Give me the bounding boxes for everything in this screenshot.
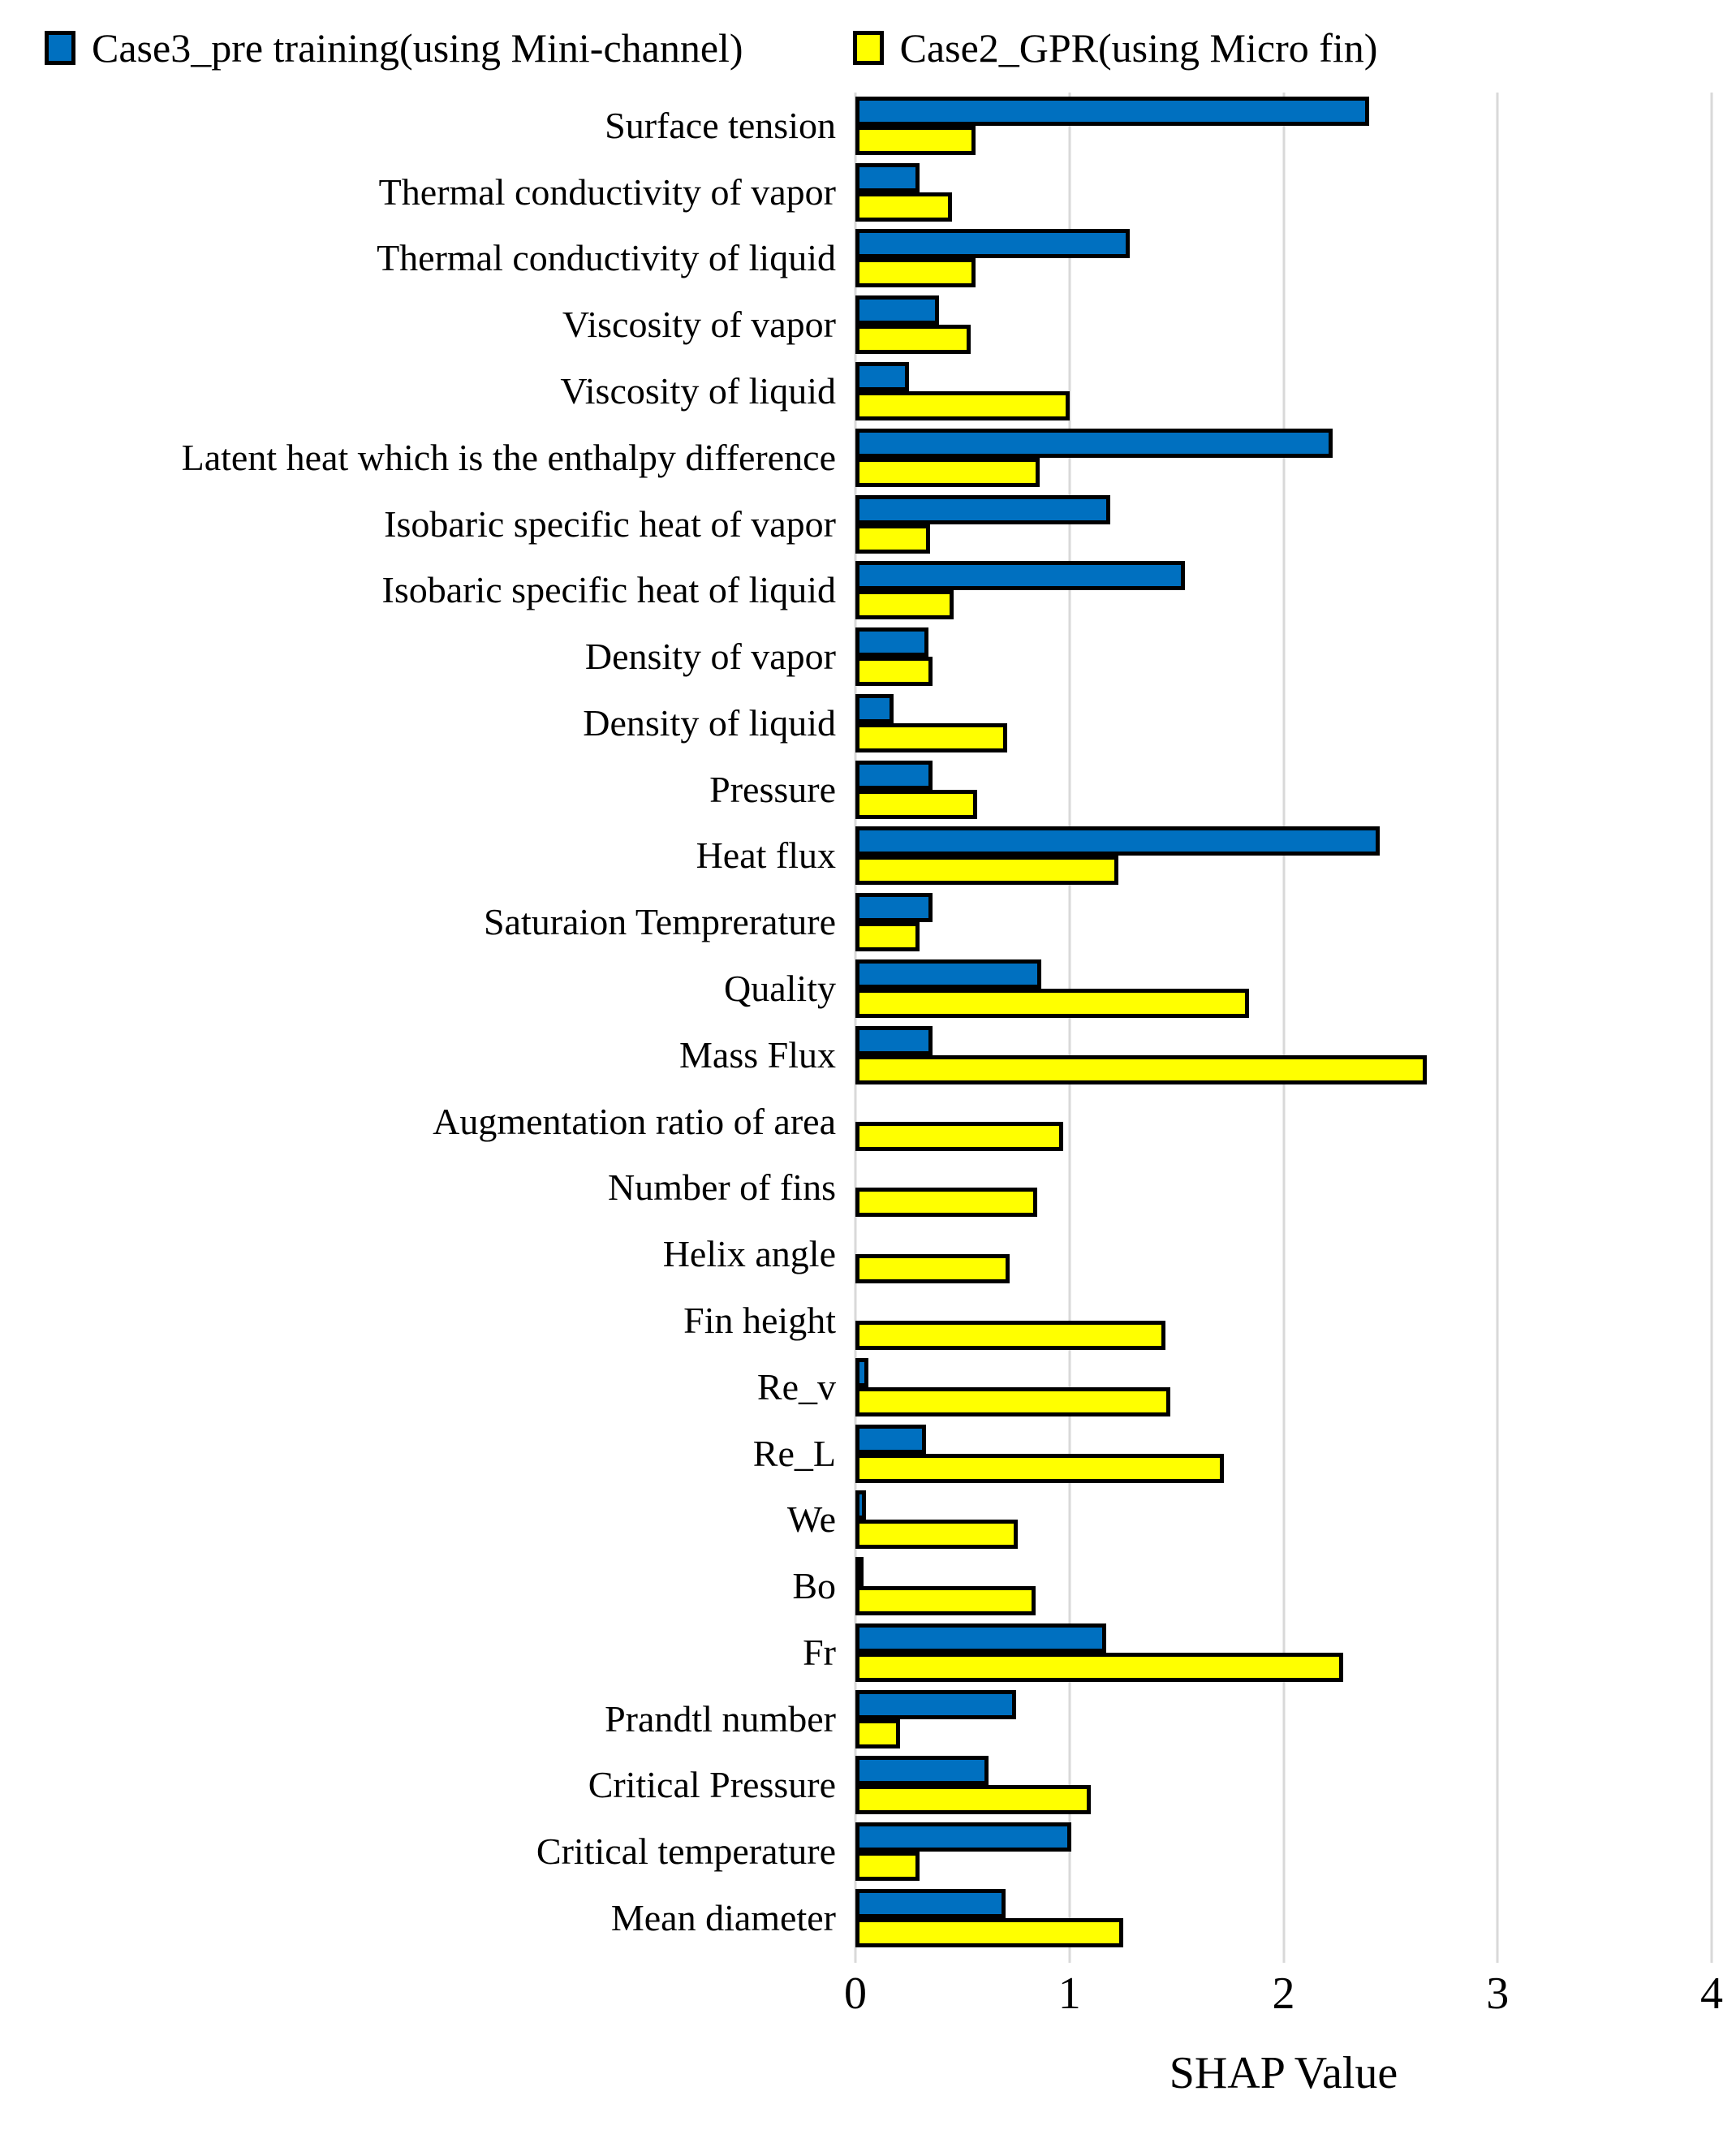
- chart-row: [0, 1553, 1736, 1619]
- bar-case2: [855, 325, 971, 354]
- legend-item-case3: [45, 24, 743, 71]
- bar-case3: [855, 163, 920, 192]
- bar-case2: [855, 1055, 1427, 1084]
- chart-row: [0, 226, 1736, 292]
- bar-empty: [855, 1158, 1712, 1188]
- bar-group: [855, 1686, 1712, 1753]
- bar-group: [855, 1354, 1712, 1421]
- bar-case2: [855, 1520, 1018, 1549]
- bar-case3: [855, 97, 1369, 126]
- legend-item-case2: [853, 24, 1378, 71]
- bar-group: [855, 1885, 1712, 1951]
- bar-group: [855, 1753, 1712, 1819]
- category-label: Density of vapor: [584, 636, 836, 678]
- category-label: Helix angle: [662, 1233, 836, 1275]
- bar-group: [855, 1089, 1712, 1155]
- x-tick-label: 0: [844, 1968, 867, 2019]
- bar-group: [855, 1818, 1712, 1885]
- bar-case3: [855, 1557, 864, 1586]
- bar-case2: [855, 1122, 1063, 1151]
- category-label: Re_v: [756, 1365, 836, 1408]
- bar-group: [855, 226, 1712, 292]
- category-label: Surface tension: [605, 104, 836, 146]
- bar-case2: [855, 126, 976, 155]
- bar-group: [855, 1022, 1712, 1089]
- bar-group: [855, 1155, 1712, 1222]
- bar-group: [855, 1486, 1712, 1553]
- category-label: Thermal conductivity of vapor: [378, 170, 836, 213]
- chart-row: [0, 1354, 1736, 1421]
- bar-case3: [855, 959, 1041, 989]
- bar-case3: [855, 761, 933, 790]
- bar-case2: [855, 1254, 1010, 1283]
- chart-row: [0, 955, 1736, 1022]
- bar-group: [855, 823, 1712, 890]
- bar-case2: [855, 258, 976, 287]
- bar-case3: [855, 694, 894, 723]
- bar-case3: [855, 362, 909, 391]
- bar-case3: [855, 1425, 926, 1454]
- category-label: Thermal conductivity of liquid: [377, 237, 836, 279]
- category-label: Fr: [803, 1631, 836, 1673]
- bar-case2: [855, 1785, 1091, 1814]
- category-label: Critical temperature: [536, 1830, 836, 1873]
- bar-group: [855, 1221, 1712, 1287]
- bar-case3: [855, 1623, 1106, 1653]
- category-label: Pressure: [709, 768, 836, 810]
- chart-row: [0, 1022, 1736, 1089]
- x-tick-label: 4: [1700, 1968, 1723, 2019]
- bar-case2: [855, 1719, 900, 1748]
- bar-case3: [855, 495, 1110, 524]
- chart-row: [0, 1421, 1736, 1487]
- category-label: Viscosity of vapor: [562, 304, 836, 346]
- x-axis: [0, 1960, 1736, 2033]
- bar-case3: [855, 1026, 933, 1055]
- bar-case2: [855, 1188, 1037, 1217]
- bar-case2: [855, 723, 1007, 752]
- bar-group: [855, 955, 1712, 1022]
- legend-label-case2: Case2_GPR(using Micro fin): [899, 25, 1378, 71]
- chart-row: [0, 1221, 1736, 1287]
- bar-group: [855, 1619, 1712, 1686]
- bar-case3: [855, 429, 1333, 458]
- chart-row: [0, 757, 1736, 823]
- chart-row: [0, 623, 1736, 690]
- bar-case2: [855, 856, 1118, 885]
- chart-row: [0, 1753, 1736, 1819]
- bar-case3: [855, 627, 928, 657]
- bar-group: [855, 1553, 1712, 1619]
- bar-group: [855, 358, 1712, 425]
- bar-case3: [855, 826, 1380, 856]
- category-label: Critical Pressure: [588, 1764, 836, 1806]
- category-label: Isobaric specific heat of liquid: [381, 569, 836, 611]
- chart-row: [0, 1287, 1736, 1354]
- x-tick-label: 3: [1486, 1968, 1510, 2019]
- category-label: Re_L: [752, 1432, 836, 1474]
- bar-case3: [855, 1756, 989, 1785]
- bar-case2: [855, 391, 1070, 420]
- bar-case3: [855, 893, 933, 922]
- legend-label-case3: Case3_pre training(using Mini-channel): [92, 25, 743, 71]
- bar-case2: [855, 1653, 1343, 1682]
- bar-case2: [855, 524, 930, 554]
- chart-row: [0, 690, 1736, 757]
- legend-swatch-blue-icon: [45, 31, 75, 65]
- category-label: Mean diameter: [610, 1896, 836, 1938]
- chart-row: [0, 889, 1736, 955]
- category-label: Mass Flux: [679, 1033, 836, 1076]
- bar-empty: [855, 1093, 1712, 1122]
- bar-case2: [855, 458, 1040, 487]
- chart-row: [0, 1619, 1736, 1686]
- bar-group: [855, 93, 1712, 159]
- bar-group: [855, 757, 1712, 823]
- chart-rows: [0, 93, 1736, 1951]
- bar-case3: [855, 1358, 868, 1387]
- chart-row: [0, 491, 1736, 558]
- bar-case2: [855, 1586, 1036, 1615]
- bar-group: [855, 1287, 1712, 1354]
- bar-case3: [855, 1690, 1016, 1719]
- x-tick-label: 1: [1058, 1968, 1081, 2019]
- x-axis-title: SHAP Value: [1169, 2048, 1398, 2098]
- bar-group: [855, 623, 1712, 690]
- bar-case2: [855, 192, 952, 222]
- bar-group: [855, 491, 1712, 558]
- bar-group: [855, 1421, 1712, 1487]
- chart-row: [0, 159, 1736, 226]
- chart-row: [0, 425, 1736, 491]
- bar-case2: [855, 1387, 1170, 1416]
- category-label: Augmentation ratio of area: [433, 1100, 836, 1142]
- legend: [0, 0, 1736, 71]
- bar-case2: [855, 922, 920, 951]
- bar-case2: [855, 989, 1249, 1018]
- category-label: Isobaric specific heat of vapor: [384, 502, 836, 545]
- bar-case2: [855, 1321, 1165, 1350]
- chart-row: [0, 557, 1736, 623]
- category-label: Fin height: [683, 1299, 836, 1341]
- bar-case2: [855, 657, 933, 686]
- chart-row: [0, 1155, 1736, 1222]
- chart-row: [0, 1686, 1736, 1753]
- bar-group: [855, 690, 1712, 757]
- bar-case3: [855, 295, 939, 325]
- bar-case3: [855, 1889, 1006, 1918]
- category-label: Heat flux: [696, 834, 836, 877]
- category-label: Saturaion Temprerature: [483, 901, 836, 943]
- chart-row: [0, 1885, 1736, 1951]
- chart-row: [0, 1089, 1736, 1155]
- bar-group: [855, 889, 1712, 955]
- chart-row: [0, 358, 1736, 425]
- category-label: Bo: [792, 1565, 836, 1607]
- category-label: Prandtl number: [605, 1697, 836, 1740]
- bar-empty: [855, 1225, 1712, 1254]
- bar-case2: [855, 790, 977, 819]
- bar-case3: [855, 561, 1185, 590]
- bar-chart: [0, 93, 1736, 1951]
- bar-case3: [855, 1822, 1071, 1852]
- bar-case2: [855, 590, 954, 619]
- category-label: We: [786, 1498, 836, 1541]
- bar-group: [855, 159, 1712, 226]
- category-label: Density of liquid: [583, 701, 836, 744]
- bar-case3: [855, 229, 1130, 258]
- chart-row: [0, 823, 1736, 890]
- category-label: Latent heat which is the enthalpy difference: [181, 436, 836, 478]
- legend-swatch-yellow-icon: [853, 31, 884, 65]
- x-tick-label: 2: [1272, 1968, 1295, 2019]
- category-label: Number of fins: [607, 1166, 836, 1209]
- bar-case2: [855, 1918, 1123, 1947]
- chart-row: [0, 93, 1736, 159]
- chart-row: [0, 291, 1736, 358]
- bar-group: [855, 291, 1712, 358]
- bar-group: [855, 425, 1712, 491]
- bar-empty: [855, 1291, 1712, 1321]
- chart-row: [0, 1818, 1736, 1885]
- bar-case3: [855, 1490, 866, 1520]
- bar-case2: [855, 1852, 920, 1881]
- bar-case2: [855, 1454, 1224, 1483]
- category-label: Viscosity of liquid: [560, 370, 836, 412]
- category-label: Quality: [724, 968, 836, 1010]
- bar-group: [855, 557, 1712, 623]
- chart-row: [0, 1486, 1736, 1553]
